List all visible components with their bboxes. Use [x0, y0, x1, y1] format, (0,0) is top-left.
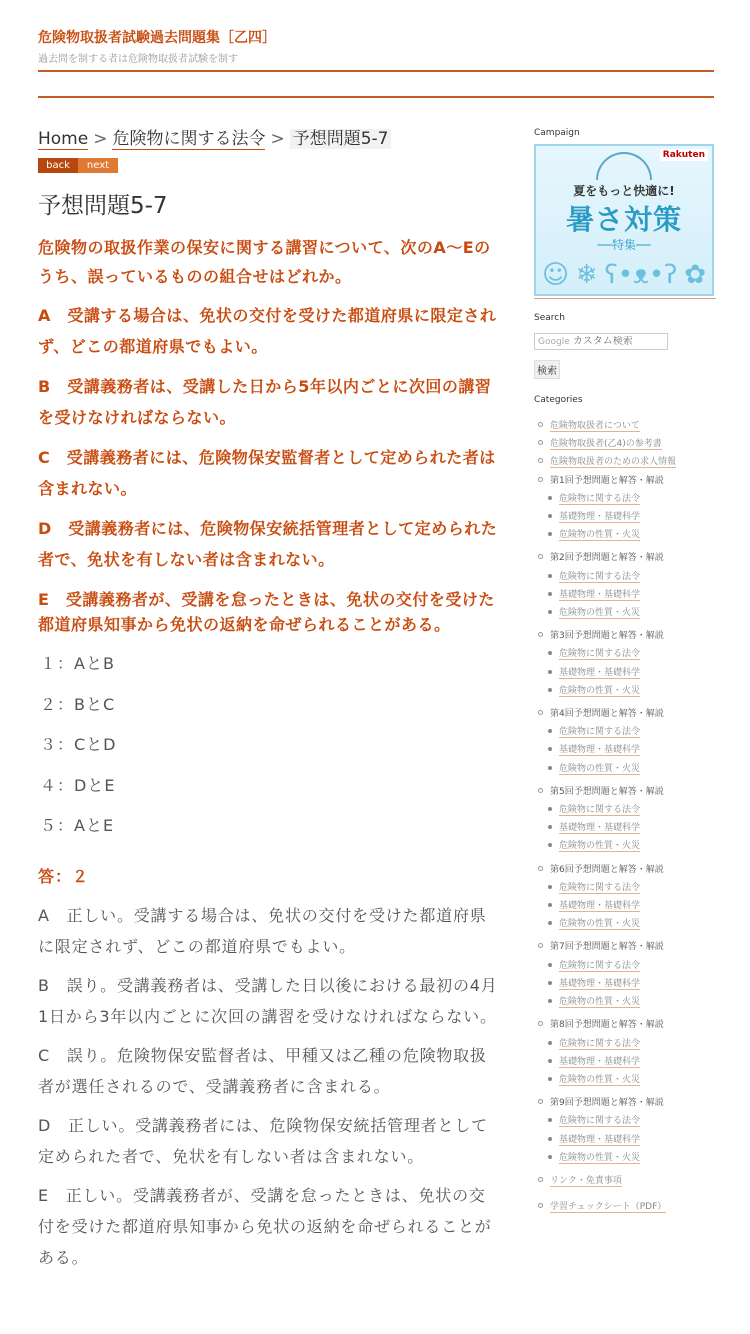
explanation-a: A 正しい。受講する場合は、免状の交付を受けた都道府県に限定されず、どこの都道府県でもよい。 — [38, 905, 487, 956]
bullet-icon — [548, 592, 552, 596]
search-button[interactable]: 検索 — [534, 360, 560, 379]
bullet-icon — [548, 574, 552, 578]
answer-choice-5: ５：AとE — [40, 816, 115, 835]
breadcrumb-separator: > — [270, 129, 285, 149]
category-group-label: 第2回予想問題と解答・解説 — [550, 553, 664, 564]
category-link[interactable]: 危険物に関する法令 — [559, 1038, 641, 1049]
bullet-icon — [548, 999, 552, 1003]
category-group-label: 第3回予想問題と解答・解説 — [550, 631, 664, 642]
explanation-e: E 正しい。受講義務者が、受講を怠ったときは、免状の交付を受けた都道府県知事から免状の返納を命ぜられることがある。 — [38, 1185, 492, 1267]
bullet-icon — [538, 458, 543, 463]
category-link[interactable]: 基礎物理・基礎科学 — [559, 745, 641, 756]
category-link[interactable]: 危険物取扱者のための求人情報 — [550, 457, 677, 468]
sun-icon — [596, 152, 652, 180]
answer-choice-4: ４：DとE — [40, 775, 116, 795]
question-text: 危険物の取扱作業の保安に関する講習について、次のA～Eのうち、誤っているものの組合せはどれか。 — [38, 238, 491, 286]
search-box — [534, 333, 668, 350]
category-link[interactable]: 危険物の性質・火災 — [559, 997, 641, 1008]
category-group-1 — [534, 472, 716, 545]
category-group-label: 第4回予想問題と解答・解説 — [550, 709, 664, 720]
category-item[interactable] — [534, 435, 716, 453]
category-link[interactable]: 危険物の性質・火災 — [559, 763, 641, 774]
question-option-c: C 受講義務者には、危険物保安監督者として定められた者は含まれない。 — [38, 448, 496, 498]
bullet-icon — [548, 688, 552, 692]
campaign-banner[interactable] — [534, 144, 714, 296]
category-link[interactable]: 基礎物理・基礎科学 — [559, 978, 641, 989]
search-input[interactable] — [573, 336, 663, 347]
bullet-icon — [548, 766, 552, 770]
category-group-3 — [534, 627, 716, 700]
category-link[interactable]: 危険物に関する法令 — [559, 882, 641, 893]
bullet-icon — [548, 514, 552, 518]
category-link[interactable]: 基礎物理・基礎科学 — [559, 823, 641, 834]
category-link[interactable]: 危険物に関する法令 — [559, 1116, 641, 1127]
banner-illustrations — [542, 250, 706, 290]
answer-choice-1: １：AとB — [40, 654, 115, 673]
bullet-icon — [548, 670, 552, 674]
category-group-label: 第8回予想問題と解答・解説 — [550, 1020, 664, 1031]
explanation-c: C 誤り。危険物保安監督者は、甲種又は乙種の危険物取扱者が選任されるので、受講義務者に含まれる。 — [38, 1045, 487, 1096]
sidebar-divider — [534, 298, 716, 299]
category-group-label: 第1回予想問題と解答・解説 — [550, 475, 664, 486]
question-option-e: E 受講義務者が、受講を怠ったときは、免状の交付を受けた都道府県知事から免状の返納を命ぜられることがある。 — [38, 590, 495, 634]
bullet-icon — [548, 963, 552, 967]
correct-answer: 答：２ — [38, 866, 90, 886]
bullet-icon — [538, 866, 543, 871]
search-heading: Search — [534, 313, 565, 323]
category-item[interactable] — [534, 417, 716, 435]
rakuten-logo: Rakuten — [660, 149, 708, 161]
category-link[interactable]: 危険物の性質・火災 — [559, 841, 641, 852]
bullet-icon — [548, 651, 552, 655]
breadcrumb — [38, 126, 500, 152]
category-group-label: 第5回予想問題と解答・解説 — [550, 786, 664, 797]
banner-tagline: 夏をもっと快適に! — [573, 184, 675, 198]
bullet-icon — [538, 440, 543, 445]
category-link[interactable]: 危険物の性質・火災 — [559, 1074, 641, 1085]
category-link[interactable]: 危険物に関する法令 — [559, 649, 641, 660]
banner-subtitle: ──特集── — [597, 238, 651, 252]
category-link[interactable]: 危険物の性質・火災 — [559, 919, 641, 930]
category-group-6 — [534, 861, 716, 934]
bullet-icon — [548, 825, 552, 829]
links-disclaimer-link[interactable]: リンク・免責事項 — [550, 1175, 622, 1186]
category-link[interactable]: 基礎物理・基礎科学 — [559, 589, 641, 600]
question-option-b: B 受講義務者は、受講した日から5年以内ごとに次回の講習を受けなければならない。 — [38, 377, 492, 427]
category-link[interactable]: 危険物の性質・火災 — [559, 685, 641, 696]
bullet-icon — [548, 1137, 552, 1141]
breadcrumb-category-link[interactable]: 危険物に関する法令 — [112, 129, 266, 149]
category-link[interactable]: 危険物に関する法令 — [559, 727, 641, 738]
category-link[interactable]: 危険物取扱者について — [550, 421, 640, 431]
bullet-icon — [548, 843, 552, 847]
category-group-4 — [534, 705, 716, 778]
category-link[interactable]: 危険物取扱者(乙4)の参考書 — [550, 439, 662, 450]
bullet-icon — [548, 610, 552, 614]
question-option-a: A 受講する場合は、免状の交付を受けた都道府県に限定されず、どこの都道府県でもよい。 — [38, 306, 497, 356]
category-link[interactable]: 危険物の性質・火災 — [559, 608, 641, 619]
category-link[interactable]: 基礎物理・基礎科学 — [559, 1056, 641, 1067]
bullet-icon — [538, 1021, 543, 1026]
bullet-icon — [538, 710, 543, 715]
bullet-icon — [538, 1099, 543, 1104]
header-divider-bottom — [38, 96, 714, 98]
next-button[interactable]: next — [78, 158, 118, 173]
bullet-icon — [548, 1155, 552, 1159]
category-group-8 — [534, 1016, 716, 1089]
page-title: 予想問題5-7 — [38, 193, 168, 219]
question-option-d: D 受講義務者には、危険物保安統括管理者として定められた者で、免状を有しない者は含まれない。 — [38, 519, 498, 569]
bullet-icon — [548, 729, 552, 733]
bullet-icon — [548, 1077, 552, 1081]
dog-icon: ✿ — [684, 260, 706, 290]
bullet-icon — [548, 807, 552, 811]
bullet-icon — [538, 554, 543, 559]
explanation-d: D 正しい。受講義務者には、危険物保安統括管理者として定められた者で、免状を有しない者は含まれない。 — [38, 1115, 488, 1166]
category-link[interactable]: 危険物に関する法令 — [559, 960, 641, 971]
back-button[interactable]: back — [38, 158, 78, 173]
answer-choice-2: ２：BとC — [40, 694, 116, 714]
category-group-7 — [534, 938, 716, 1011]
bullet-icon — [548, 1041, 552, 1045]
bullet-icon — [548, 903, 552, 907]
bullet-icon — [538, 1203, 543, 1208]
bullet-icon — [548, 921, 552, 925]
category-link[interactable]: 基礎物理・基礎科学 — [559, 901, 641, 912]
breadcrumb-separator: > — [93, 129, 108, 149]
breadcrumb-home-link[interactable]: Home — [38, 129, 89, 149]
category-link[interactable]: 危険物に関する法令 — [559, 493, 641, 504]
bear-icon: ʕ•ᴥ•ʔ — [604, 260, 678, 290]
pager — [38, 158, 500, 173]
bullet-icon — [538, 943, 543, 948]
bullet-icon — [548, 1059, 552, 1063]
bullet-icon — [538, 788, 543, 793]
category-link[interactable]: 危険物に関する法令 — [559, 571, 641, 582]
breadcrumb-current: 予想問題5-7 — [290, 129, 392, 149]
category-group-5 — [534, 783, 716, 856]
bullet-icon — [538, 1177, 543, 1182]
site-description: 過去問を制する者は危険物取扱者試験を制す — [38, 54, 238, 65]
bullet-icon — [538, 422, 543, 427]
category-link[interactable]: 危険物に関する法令 — [559, 805, 641, 816]
category-group-label: 第6回予想問題と解答・解説 — [550, 864, 664, 875]
google-logo: Google — [538, 336, 570, 347]
snowflake-icon: ❄ — [575, 260, 598, 290]
category-item[interactable] — [534, 1172, 716, 1190]
sidebar — [534, 126, 716, 1216]
explanation-b: B 誤り。受講義務者は、受講した日以後における最初の4月1日から3年以内ごとに次回の講習を受けなければならない。 — [38, 975, 498, 1026]
bullet-icon — [548, 1118, 552, 1122]
categories-heading: Categories — [534, 395, 583, 405]
category-link[interactable]: 基礎物理・基礎科学 — [559, 512, 641, 523]
bullet-icon — [538, 632, 543, 637]
category-link[interactable]: 基礎物理・基礎科学 — [559, 667, 641, 678]
answer-choice-3: ３：CとD — [40, 735, 117, 754]
category-link[interactable]: 基礎物理・基礎科学 — [559, 1134, 641, 1145]
category-item[interactable] — [534, 453, 716, 471]
category-link[interactable]: 危険物の性質・火災 — [559, 1152, 641, 1163]
category-group-label: 第9回予想問題と解答・解説 — [550, 1098, 664, 1109]
bullet-icon — [548, 981, 552, 985]
campaign-heading: Campaign — [534, 128, 580, 138]
category-list — [534, 417, 716, 1216]
category-group-9 — [534, 1094, 716, 1167]
answer-choices — [38, 649, 500, 852]
person-icon: ☺ — [542, 260, 570, 290]
banner-headline: 暑さ対策 — [565, 203, 682, 236]
category-group-label: 第7回予想問題と解答・解説 — [550, 942, 664, 953]
bullet-icon — [538, 477, 543, 482]
main-content — [38, 126, 500, 1273]
bullet-icon — [548, 747, 552, 751]
header-divider-top — [38, 70, 714, 72]
category-item[interactable] — [534, 1198, 716, 1216]
category-link[interactable]: 危険物の性質・火災 — [559, 530, 641, 541]
bullet-icon — [548, 496, 552, 500]
bullet-icon — [548, 885, 552, 889]
bullet-icon — [548, 532, 552, 536]
checksheet-pdf-link[interactable]: 学習チェックシート（PDF） — [550, 1202, 667, 1213]
category-group-2 — [534, 549, 716, 622]
site-title-link[interactable]: 危険物取扱者試験過去問題集［乙四］ — [38, 30, 276, 46]
